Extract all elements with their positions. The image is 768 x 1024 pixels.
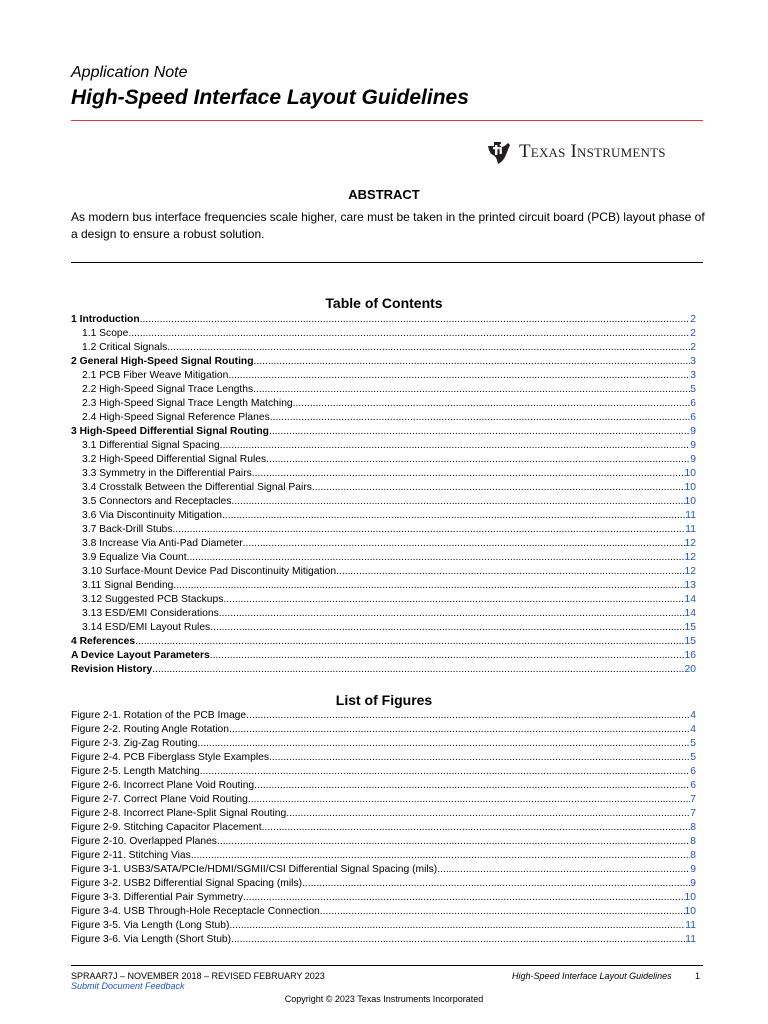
toc-entry[interactable] xyxy=(71,523,696,537)
toc-entry-leader xyxy=(167,341,690,355)
toc-entry-label: 3.10 Surface-Mount Device Pad Discontinuity Mitigation xyxy=(82,566,337,577)
toc-entry-label: 2.2 High-Speed Signal Trace Lengths xyxy=(82,384,254,395)
toc-entry-page-link[interactable]: 9 xyxy=(690,426,696,437)
toc-entry-page-link[interactable]: 2 xyxy=(690,328,696,339)
toc-entry-leader xyxy=(266,453,690,467)
toc-entry-page-link[interactable]: 3 xyxy=(690,356,696,367)
figure-entry-label: Figure 2-5. Length Matching xyxy=(71,766,200,777)
toc-entry-leader xyxy=(254,355,691,369)
toc-entry[interactable] xyxy=(71,341,696,355)
figure-entry[interactable] xyxy=(71,737,696,751)
toc-entry[interactable] xyxy=(71,495,696,509)
figure-entry[interactable] xyxy=(71,751,696,765)
toc-entry-label: 1 Introduction xyxy=(71,314,140,325)
ti-logo xyxy=(485,138,666,166)
figure-entry[interactable] xyxy=(71,835,696,849)
toc-entry-page-link[interactable]: 3 xyxy=(690,370,696,381)
toc-entry-leader xyxy=(270,411,691,425)
figure-entry-label: Figure 2-1. Rotation of the PCB Image xyxy=(71,710,247,721)
toc-entry-leader xyxy=(222,509,685,523)
toc-entry-leader xyxy=(243,537,685,551)
toc-entry-label: 3.9 Equalize Via Count xyxy=(82,552,187,563)
toc-entry-leader xyxy=(210,649,685,663)
toc-entry[interactable] xyxy=(71,355,696,369)
figure-entry-leader xyxy=(197,737,690,751)
toc-entry-leader xyxy=(220,439,691,453)
figure-entry-page-link[interactable]: 9 xyxy=(690,864,696,875)
figure-entry-leader xyxy=(248,793,690,807)
toc-entry-leader xyxy=(140,313,691,327)
toc-entry-page-link[interactable]: 6 xyxy=(690,398,696,409)
toc-entry[interactable] xyxy=(71,649,696,663)
toc-entry-label: 3.2 High-Speed Differential Signal Rules xyxy=(82,454,267,465)
toc-entry[interactable] xyxy=(71,425,696,439)
toc-entry-label: 3.13 ESD/EMI Considerations xyxy=(82,608,219,619)
figure-entry-label: Figure 2-3. Zig-Zag Routing xyxy=(71,738,198,749)
figure-entry-page-link[interactable]: 8 xyxy=(690,850,696,861)
ti-logo-icon xyxy=(485,138,513,166)
figure-entry[interactable] xyxy=(71,709,696,723)
toc-entry[interactable] xyxy=(71,467,696,481)
toc-entry[interactable] xyxy=(71,551,696,565)
toc-entry-label: 3.3 Symmetry in the Differential Pairs xyxy=(82,468,252,479)
toc-entry[interactable] xyxy=(71,565,696,579)
toc-entry-page-link[interactable]: 14 xyxy=(684,594,696,605)
toc-entry-leader xyxy=(228,369,690,383)
figure-entry-page-link[interactable]: 8 xyxy=(690,822,696,833)
toc-entry-page-link[interactable]: 6 xyxy=(690,412,696,423)
copyright: Copyright © 2023 Texas Instruments Incorporated xyxy=(284,994,484,1004)
toc-entry-page-link[interactable]: 10 xyxy=(684,482,696,493)
toc-entry-leader xyxy=(152,663,684,677)
figure-entry-label: Figure 2-10. Overlapped Planes xyxy=(71,836,217,847)
doc-type: Application Note xyxy=(71,64,188,81)
toc-entry-page-link[interactable]: 13 xyxy=(684,580,696,591)
figures-heading: List of Figures xyxy=(335,692,433,708)
toc-entry-page-link[interactable]: 20 xyxy=(684,664,696,675)
figure-entry[interactable] xyxy=(71,919,696,933)
abstract-rule xyxy=(71,262,703,263)
toc-entry-label: 3.5 Connectors and Receptacles xyxy=(82,496,232,507)
figure-entry-page-link[interactable]: 10 xyxy=(684,906,696,917)
toc-entry-leader xyxy=(312,481,685,495)
toc-entry-label: 2.4 High-Speed Signal Reference Planes xyxy=(82,412,270,423)
toc-entry-label: 2.1 PCB Fiber Weave Mitigation xyxy=(82,370,229,381)
figures-list xyxy=(71,709,696,947)
toc-entry-page-link[interactable]: 5 xyxy=(690,384,696,395)
toc-entry[interactable] xyxy=(71,453,696,467)
figure-entry-page-link[interactable]: 11 xyxy=(685,934,696,945)
figure-entry-leader xyxy=(254,779,690,793)
footer-doc-id: SPRAAR7J – NOVEMBER 2018 – REVISED FEBRUARY 2023 xyxy=(71,971,325,981)
toc-entry-page-link[interactable]: 9 xyxy=(690,454,696,465)
toc-entry[interactable] xyxy=(71,411,696,425)
toc-entry[interactable] xyxy=(71,369,696,383)
toc-entry-leader xyxy=(336,565,684,579)
toc-entry[interactable] xyxy=(71,439,696,453)
toc-entry-page-link[interactable]: 15 xyxy=(684,622,696,633)
footer-page-number: 1 xyxy=(695,971,701,981)
toc-entry-label: 1.1 Scope xyxy=(82,328,129,339)
figure-entry-page-link[interactable]: 5 xyxy=(690,738,696,749)
toc-entry[interactable] xyxy=(71,481,696,495)
figure-entry-leader xyxy=(229,723,690,737)
toc-entry-leader xyxy=(219,607,685,621)
toc-entry[interactable] xyxy=(71,509,696,523)
figure-entry-page-link[interactable]: 11 xyxy=(685,920,696,931)
figure-entry-label: Figure 2-11. Stitching Vias xyxy=(71,850,191,861)
figure-entry-leader xyxy=(200,765,690,779)
toc-entry-label: 3.11 Signal Bending xyxy=(82,580,174,591)
toc-entry-leader xyxy=(269,425,690,439)
figure-entry[interactable] xyxy=(71,821,696,835)
figure-entry-label: Figure 3-4. USB Through-Hole Receptacle Connection xyxy=(71,906,320,917)
figure-entry[interactable] xyxy=(71,905,696,919)
toc-entry-label: 3.12 Suggested PCB Stackups xyxy=(82,594,224,605)
toc-entry-page-link[interactable]: 10 xyxy=(684,496,696,507)
footer-rule xyxy=(71,965,703,966)
toc-entry[interactable] xyxy=(71,397,696,411)
toc-entry-page-link[interactable]: 15 xyxy=(684,636,696,647)
figure-entry-leader xyxy=(269,751,690,765)
figure-entry-page-link[interactable]: 7 xyxy=(690,794,696,805)
figure-entry-leader xyxy=(217,835,690,849)
toc-entry-leader xyxy=(187,551,685,565)
figure-entry-page-link[interactable]: 6 xyxy=(690,780,696,791)
toc-entry[interactable] xyxy=(71,621,696,635)
toc-entry-page-link[interactable]: 10 xyxy=(684,468,696,479)
toc-entry-leader xyxy=(172,523,685,537)
toc-entry[interactable] xyxy=(71,383,696,397)
toc-entry-page-link[interactable]: 2 xyxy=(690,342,696,353)
toc-list xyxy=(71,313,696,677)
figure-entry-leader xyxy=(262,821,691,835)
toc-entry-label: 3.6 Via Discontinuity Mitigation xyxy=(82,510,223,521)
figure-entry-label: Figure 2-4. PCB Fiberglass Style Examples xyxy=(71,752,270,763)
toc-entry-page-link[interactable]: 2 xyxy=(690,314,696,325)
figure-entry[interactable] xyxy=(71,849,696,863)
figure-entry-label: Figure 3-2. USB2 Differential Signal Spacing (mils) xyxy=(71,878,303,889)
figure-entry-label: Figure 2-7. Correct Plane Void Routing xyxy=(71,794,248,805)
ti-logo-text: Texas Instruments xyxy=(519,141,666,162)
figure-entry-leader xyxy=(286,807,690,821)
figure-entry-page-link[interactable]: 9 xyxy=(690,878,696,889)
toc-entry-page-link[interactable]: 11 xyxy=(685,510,696,521)
figure-entry[interactable] xyxy=(71,765,696,779)
toc-entry-label: 1.2 Critical Signals xyxy=(82,342,168,353)
toc-entry-page-link[interactable]: 16 xyxy=(684,650,696,661)
figure-entry-label: Figure 2-9. Stitching Capacitor Placement xyxy=(71,822,262,833)
toc-entry-leader xyxy=(135,635,684,649)
figure-entry-page-link[interactable]: 4 xyxy=(690,724,696,735)
toc-entry-label: 3.8 Increase Via Anti-Pad Diameter xyxy=(82,538,243,549)
header-rule xyxy=(71,120,703,121)
figure-entry-label: Figure 2-2. Routing Angle Rotation xyxy=(71,724,229,735)
figure-entry-leader xyxy=(231,933,685,947)
toc-entry-label: 2.3 High-Speed Signal Trace Length Matching xyxy=(82,398,293,409)
figure-entry-leader xyxy=(246,709,690,723)
toc-entry-page-link[interactable]: 12 xyxy=(684,566,696,577)
figure-entry[interactable] xyxy=(71,807,696,821)
toc-entry-leader xyxy=(173,579,684,593)
toc-entry[interactable] xyxy=(71,579,696,593)
figure-entry-page-link[interactable]: 6 xyxy=(690,766,696,777)
toc-entry-page-link[interactable]: 14 xyxy=(684,608,696,619)
figure-entry-label: Figure 2-6. Incorrect Plane Void Routing xyxy=(71,780,255,791)
toc-entry-page-link[interactable]: 12 xyxy=(684,538,696,549)
figure-entry-page-link[interactable]: 5 xyxy=(690,752,696,763)
toc-entry-leader xyxy=(293,397,691,411)
figure-entry-leader xyxy=(229,919,685,933)
toc-entry-label: 3 High-Speed Differential Signal Routing xyxy=(71,426,269,437)
toc-entry-label: 3.4 Crosstalk Between the Differential Signal Pairs xyxy=(82,482,312,493)
toc-entry-label: 2 General High-Speed Signal Routing xyxy=(71,356,254,367)
figure-entry-label: Figure 3-5. Via Length (Long Stub) xyxy=(71,920,230,931)
figure-entry-page-link[interactable]: 10 xyxy=(684,892,696,903)
toc-entry-leader xyxy=(253,383,690,397)
toc-entry[interactable] xyxy=(71,537,696,551)
figure-entry-leader xyxy=(243,891,684,905)
toc-entry[interactable] xyxy=(71,663,696,677)
toc-entry-label: Revision History xyxy=(71,664,153,675)
toc-entry-leader xyxy=(231,495,684,509)
figure-entry[interactable] xyxy=(71,723,696,737)
toc-entry-leader xyxy=(128,327,690,341)
figure-entry-leader xyxy=(320,905,685,919)
figure-entry-label: Figure 3-1. USB3/SATA/PCIe/HDMI/SGMII/CSI Differential Signal Spacing (mils) xyxy=(71,864,438,875)
toc-entry-label: 4 References xyxy=(71,636,136,647)
figure-entry-page-link[interactable]: 8 xyxy=(690,836,696,847)
toc-entry[interactable] xyxy=(71,327,696,341)
figure-entry-page-link[interactable]: 4 xyxy=(690,710,696,721)
doc-title: High-Speed Interface Layout Guidelines xyxy=(71,86,469,109)
figure-entry-page-link[interactable]: 7 xyxy=(690,808,696,819)
footer-title: High-Speed Interface Layout Guidelines xyxy=(512,971,672,981)
toc-entry[interactable] xyxy=(71,635,696,649)
toc-entry-leader xyxy=(252,467,685,481)
toc-entry-label: 3.7 Back-Drill Stubs xyxy=(82,524,173,535)
toc-entry-label: 3.1 Differential Signal Spacing xyxy=(82,440,220,451)
figure-entry-label: Figure 2-8. Incorrect Plane-Split Signal Routing xyxy=(71,808,287,819)
toc-entry[interactable] xyxy=(71,607,696,621)
figure-entry-label: Figure 3-6. Via Length (Short Stub) xyxy=(71,934,232,945)
figure-entry[interactable] xyxy=(71,933,696,947)
toc-entry-page-link[interactable]: 9 xyxy=(690,440,696,451)
figure-entry[interactable] xyxy=(71,877,696,891)
toc-entry[interactable] xyxy=(71,313,696,327)
figure-entry[interactable] xyxy=(71,779,696,793)
figure-entry[interactable] xyxy=(71,891,696,905)
toc-entry-leader xyxy=(223,593,684,607)
figure-entry-leader xyxy=(437,863,690,877)
figure-entry-leader xyxy=(191,849,690,863)
toc-entry-page-link[interactable]: 12 xyxy=(684,552,696,563)
toc-entry-label: A Device Layout Parameters xyxy=(71,650,210,661)
submit-feedback-link[interactable]: Submit Document Feedback xyxy=(71,981,185,991)
figure-entry[interactable] xyxy=(71,793,696,807)
abstract-heading: ABSTRACT xyxy=(348,187,420,202)
figure-entry[interactable] xyxy=(71,863,696,877)
toc-entry-page-link[interactable]: 11 xyxy=(685,524,696,535)
figure-entry-leader xyxy=(302,877,690,891)
abstract-body: As modern bus interface frequencies scale higher, care must be taken in the printed circuit board (PCB) layout phase of a design to ensure a robust solution. xyxy=(71,210,705,241)
toc-entry-leader xyxy=(210,621,684,635)
figure-entry-label: Figure 3-3. Differential Pair Symmetry xyxy=(71,892,244,903)
toc-entry[interactable] xyxy=(71,593,696,607)
toc-heading: Table of Contents xyxy=(325,295,443,311)
toc-entry-label: 3.14 ESD/EMI Layout Rules xyxy=(82,622,211,633)
